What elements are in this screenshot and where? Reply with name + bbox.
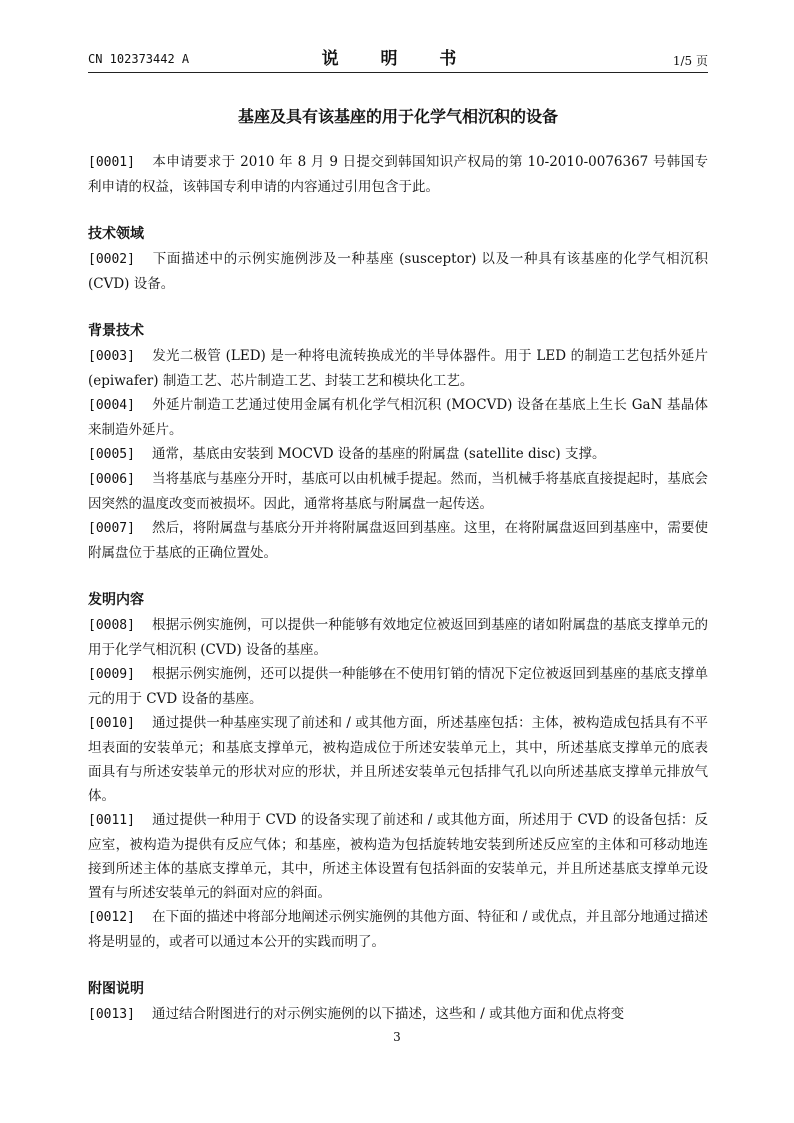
paragraph [88, 150, 708, 199]
paragraph-text: 外延片制造工艺通过使用金属有机化学气相沉积 (MOCVD) 设备在基底上生长 GaN 基晶体来制造外延片。 [88, 397, 708, 438]
document-section [88, 587, 708, 954]
paragraph-text: 在下面的描述中将部分地阐述示例实施例的其他方面、特征和 / 或优点，并且部分地通过描述将是明显的，或者可以通过本公开的实践而明了。 [88, 909, 708, 950]
paragraph-number: [0005] [88, 447, 135, 462]
paragraph-number: [0011] [88, 813, 135, 828]
paragraph-number: [0001] [88, 155, 135, 170]
paragraph-number: [0013] [88, 1007, 135, 1022]
paragraph-number: [0009] [88, 667, 135, 682]
document-section [88, 150, 708, 199]
paragraph [88, 1002, 708, 1027]
paragraph-number: [0012] [88, 910, 135, 925]
paragraph-number: [0003] [88, 349, 135, 364]
paragraph-number: [0006] [88, 472, 135, 487]
paragraph-text: 本申请要求于 2010 年 8 月 9 日提交到韩国知识产权局的第 10-2010-0076367 号韩国专利申请的权益，该韩国专利申请的内容通过引用包含于此。 [88, 154, 708, 195]
section-heading: 技术领域 [88, 226, 144, 242]
page-of-indicator: 1/5 页 [672, 54, 708, 68]
paragraph-number: [0007] [88, 521, 135, 536]
paragraph [88, 344, 708, 393]
paragraph-number: [0002] [88, 252, 135, 267]
document-body [88, 150, 708, 1027]
publication-number: CN 102373442 A [88, 52, 190, 66]
document-section [88, 221, 708, 296]
paragraph [88, 467, 708, 516]
header-rule [88, 72, 708, 73]
paragraph [88, 808, 708, 905]
paragraph-text: 通常，基底由安装到 MOCVD 设备的基座的附属盘 (satellite disc) 支撑。 [152, 446, 606, 462]
paragraph [88, 905, 708, 954]
paragraph [88, 516, 708, 565]
paragraph-text: 下面描述中的示例实施例涉及一种基座 (susceptor) 以及一种具有该基座的化学气相沉积 (CVD) 设备。 [88, 251, 708, 292]
section-heading: 附图说明 [88, 981, 144, 997]
paragraph-text: 通过提供一种基座实现了前述和 / 或其他方面，所述基座包括：主体，被构造成包括具有不平坦表面的安装单元；和基底支撑单元，被构造成位于所述安装单元上，其中，所述基底支撑单元的底表面具有与所述安装单元的形状对应的形状，并且所述安装单元包括排气孔以向所述基底支撑单元排放气体。 [88, 715, 708, 804]
paragraph [88, 393, 708, 442]
paragraph-number: [0008] [88, 618, 135, 633]
section-heading: 发明内容 [88, 592, 144, 608]
document-type-title: 说 明 书 [321, 49, 475, 69]
paragraph [88, 442, 708, 467]
paragraph [88, 662, 708, 711]
paragraph [88, 613, 708, 662]
paragraph [88, 247, 708, 296]
paragraph [88, 711, 708, 808]
document-section [88, 976, 708, 1027]
document-title: 基座及具有该基座的用于化学气相沉积的设备 [237, 107, 558, 126]
document-section [88, 318, 708, 565]
section-heading: 背景技术 [88, 323, 144, 339]
paragraph-text: 根据示例实施例，可以提供一种能够有效地定位被返回到基座的诸如附属盘的基底支撑单元的用于化学气相沉积 (CVD) 设备的基座。 [88, 617, 708, 658]
paragraph-text: 发光二极管 (LED) 是一种将电流转换成光的半导体器件。用于 LED 的制造工艺包括外延片 (epiwafer) 制造工艺、芯片制造工艺、封装工艺和模块化工艺。 [88, 348, 708, 389]
paragraph-number: [0004] [88, 398, 135, 413]
paragraph-text: 当将基底与基座分开时，基底可以由机械手提起。然而，当机械手将基底直接提起时，基底会因突然的温度改变而被损坏。因此，通常将基底与附属盘一起传送。 [88, 471, 708, 512]
paragraph-text: 根据示例实施例，还可以提供一种能够在不使用钉销的情况下定位被返回到基座的基底支撑单元的用于 CVD 设备的基座。 [88, 666, 708, 707]
page-header [88, 44, 708, 70]
page-number: 3 [393, 1030, 401, 1044]
paragraph-text: 通过提供一种用于 CVD 的设备实现了前述和 / 或其他方面，所述用于 CVD 的设备包括：反应室，被构造为提供有反应气体；和基座，被构造为包括旋转地安装到所述反应室的主体和可移动地连接到所述主体的基底支撑单元，其中，所述主体设置有包括斜面的安装单元，并且所述基底支撑单元设置有与所述安装单元的斜面对应的斜面。 [88, 812, 708, 901]
paragraph-text: 然后，将附属盘与基底分开并将附属盘返回到基座。这里，在将附属盘返回到基座中，需要使附属盘位于基底的正确位置处。 [88, 520, 708, 561]
paragraph-number: [0010] [88, 716, 135, 731]
paragraph-text: 通过结合附图进行的对示例实施例的以下描述，这些和 / 或其他方面和优点将变 [152, 1006, 625, 1022]
